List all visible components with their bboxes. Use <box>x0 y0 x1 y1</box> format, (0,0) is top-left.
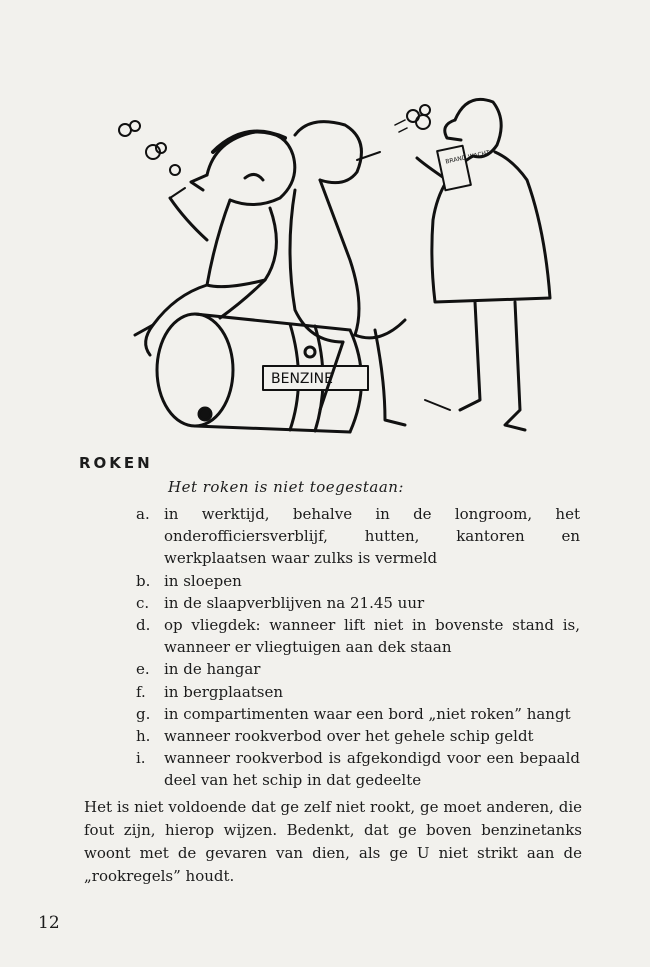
rule-letter: a. <box>136 505 150 523</box>
rules-list <box>130 503 580 792</box>
rule-text: in de hangar <box>164 660 261 679</box>
rule-text: wanneer rookverbod is afgekondigd voor een bepaald deel van het schip in dat gedeelte <box>164 749 580 790</box>
rule-text: in bergplaatsen <box>164 682 284 701</box>
closing-paragraph: Het is niet voldoende dat ge zelf niet rookt, ge moet anderen, die fout zijn, hierop wijzen. Bedenkt, dat ge boven benzinetanks woont met de gevaren van dien, als ge U niet strikt aan de „rookregels” houdt. <box>84 798 582 885</box>
rule-text: wanneer rookverbod over het gehele schip geldt <box>164 727 534 746</box>
rule-letter: e. <box>136 660 150 679</box>
rule-text: op vliegdek: wanneer lift niet in bovenste stand is, wanneer er vliegtuigen aan dek staan <box>164 616 580 657</box>
rule-letter: g. <box>136 704 151 723</box>
fire-watch-guard <box>417 99 550 430</box>
rule-item <box>130 747 580 791</box>
rule-item <box>130 703 580 725</box>
rule-item <box>130 570 580 592</box>
rule-item <box>130 725 580 747</box>
rule-letter: c. <box>136 593 150 612</box>
smoking-cartoon-illustration <box>95 80 565 440</box>
section-heading: ROKEN <box>79 454 153 472</box>
rule-letter: b. <box>136 571 151 590</box>
rule-item <box>130 614 580 658</box>
armband-label: BRAND WACHT <box>444 149 491 166</box>
rule-item <box>130 681 580 703</box>
intro-line: Het roken is niet toegestaan: <box>168 478 404 496</box>
benzine-barrel <box>157 314 368 432</box>
smoke-puffs <box>119 105 430 175</box>
rule-text: in sloepen <box>164 571 242 590</box>
rule-item <box>130 592 580 614</box>
rule-letter: h. <box>136 727 151 746</box>
rule-letter: f. <box>136 682 146 701</box>
rule-text: in werktijd, behalve in de longroom, het onderofficiersverblijf, hutten, kantoren en werkplaatsen waar zulks is vermeld <box>164 505 580 568</box>
barrel-label: BENZINE <box>271 371 333 387</box>
page-number: 12 <box>38 913 60 933</box>
rule-letter: i. <box>136 749 146 768</box>
rule-text: in de slaapverblijven na 21.45 uur <box>164 593 425 612</box>
rule-letter: d. <box>136 616 151 635</box>
rule-item <box>130 503 580 570</box>
rule-text: in compartimenten waar een bord „niet roken” hangt <box>164 704 571 723</box>
rule-item <box>130 658 580 680</box>
